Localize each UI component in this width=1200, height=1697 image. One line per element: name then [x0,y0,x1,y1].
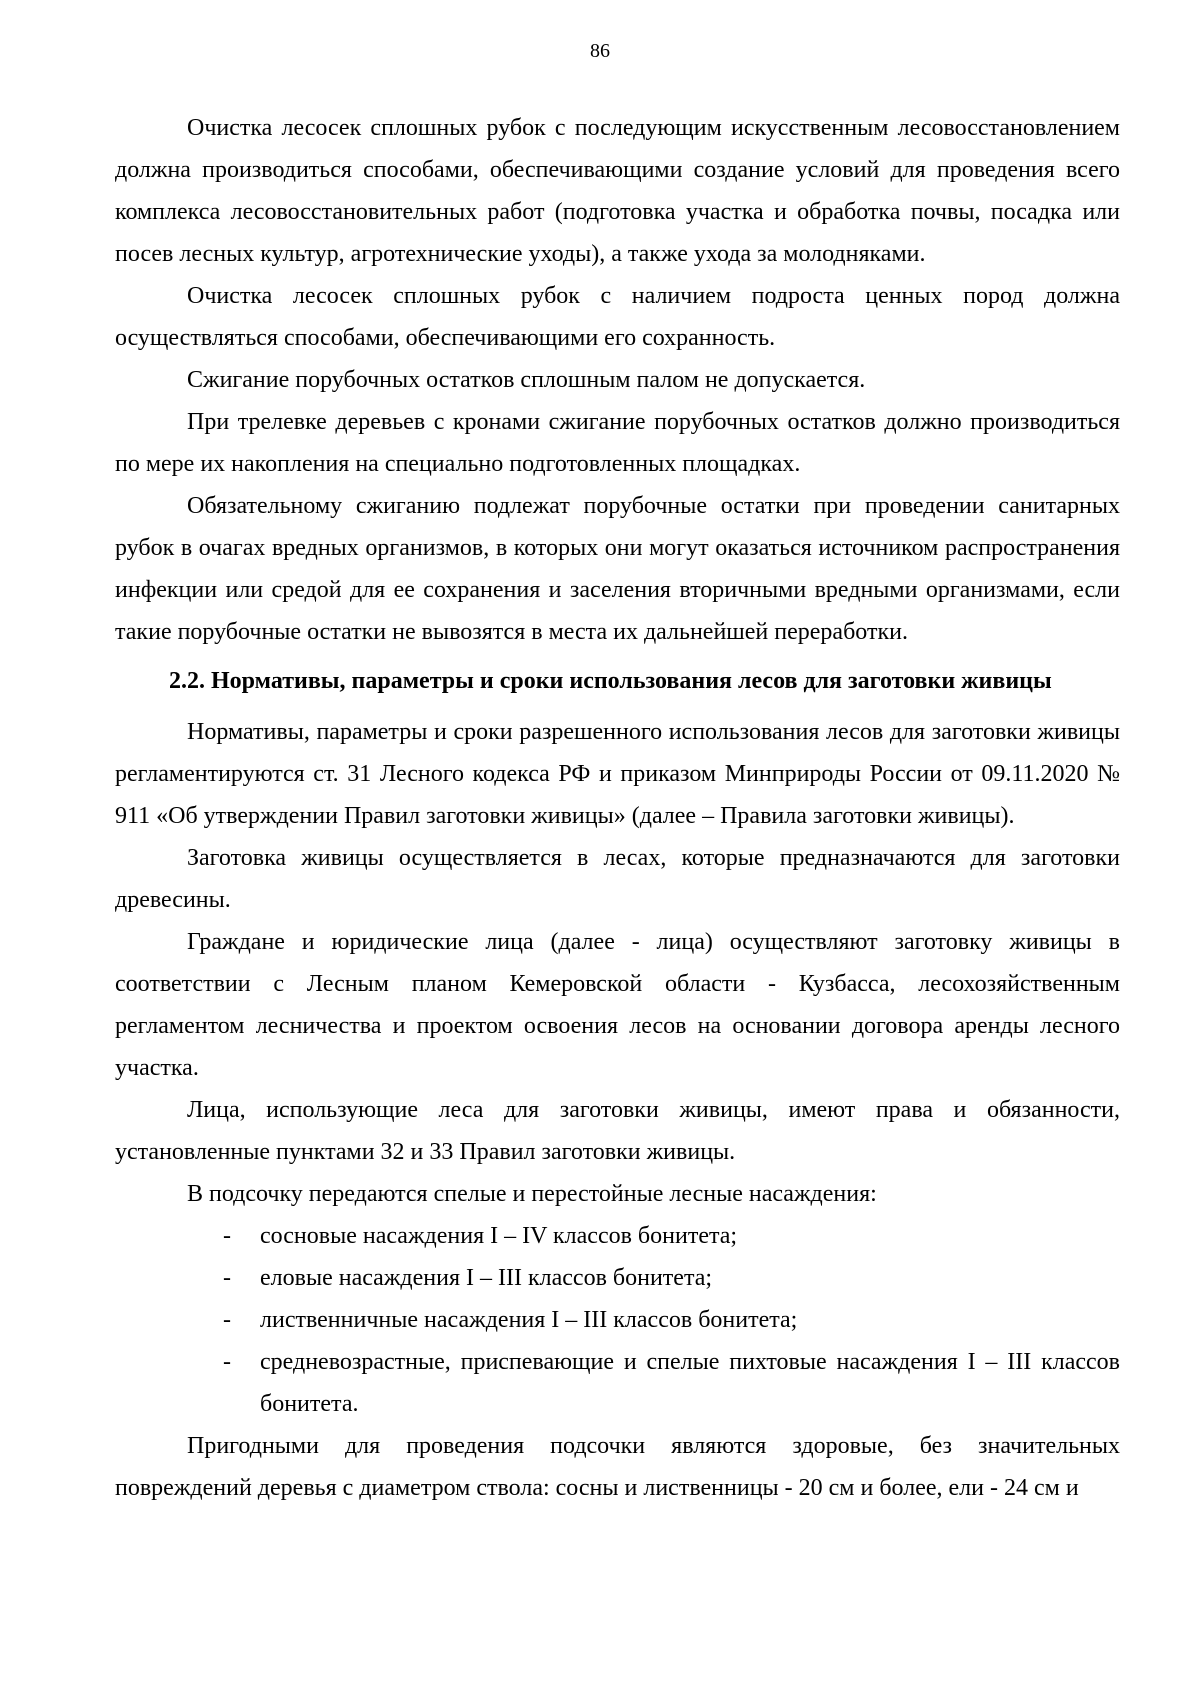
paragraph-resin-forests: Заготовка живицы осуществляется в лесах, которые предназначаются для заготовки древесины. [115,845,1120,913]
list-item-text: еловые насаждения I – III классов бонитета; [260,1265,713,1291]
paragraph-resin-persons: Граждане и юридические лица (далее - лица) осуществляют заготовку живицы в соответствии с Лесным планом Кемеровской области - Кузбасса, лесохозяйственным регламентом лесничества и проектом освоения лесов на основании договора аренды лесного участка. [115,929,1120,1081]
bullet-marker: - [223,1307,231,1333]
paragraph-tapping-stands: В подсочку передаются спелые и перестойные лесные насаждения: [187,1181,877,1207]
bullet-marker: - [223,1265,231,1291]
paragraph-suitable-trees: Пригодными для проведения подсочки являются здоровые, без значительных повреждений деревья с диаметром ствола: сосны и лиственницы - 20 см и более, ели - 24 см и [115,1433,1120,1501]
list-item [115,1215,1120,1257]
bullet-marker: - [223,1349,231,1375]
paragraph-resin-rights: Лица, использующие леса для заготовки живицы, имеют права и обязанности, установленные пунктами 32 и 33 Правил заготовки живицы. [115,1097,1120,1165]
paragraph-burning-prohibited: Сжигание порубочных остатков сплошным палом не допускается. [187,367,866,393]
stand-list [115,1215,1120,1425]
paragraph-clearing-artificial-restoration: Очистка лесосек сплошных рубок с последующим искусственным лесовосстановлением должна производиться способами, обеспечивающими создание условий для проведения всего комплекса лесовосстановительных работ (подготовка участка и обработка почвы, посадка или посев лесных культур, агротехнические уходы), а также ухода за молодняками. [115,115,1120,267]
list-item [115,1341,1120,1425]
list-item-text: сосновые насаждения I – IV классов бонитета; [260,1223,738,1249]
paragraph-skidding-burning: При трелевке деревьев с кронами сжигание порубочных остатков должно производиться по мере их накопления на специально подготовленных площадках. [115,409,1120,477]
paragraph-clearing-undergrowth: Очистка лесосек сплошных рубок с наличием подроста ценных пород должна осуществляться способами, обеспечивающими его сохранность. [115,283,1120,351]
bullet-marker: - [223,1223,231,1249]
list-item [115,1299,1120,1341]
paragraph-mandatory-burning: Обязательному сжиганию подлежат порубочные остатки при проведении санитарных рубок в очагах вредных организмов, в которых они могут оказаться источником распространения инфекции или средой для ее сохранения и заселения вторичными вредными организмами, если такие порубочные остатки не вывозятся в места их дальнейшей переработки. [115,493,1120,645]
document-body [115,107,1120,1509]
paragraph-resin-regulations: Нормативы, параметры и сроки разрешенного использования лесов для заготовки живицы регламентируются ст. 31 Лесного кодекса РФ и приказом Минприроды России от 09.11.2020 № 911 «Об утверждении Правил заготовки живицы» (далее – Правила заготовки живицы). [115,719,1120,829]
list-item-text: лиственничные насаждения I – III классов бонитета; [260,1307,798,1333]
list-item [115,1257,1120,1299]
page-number: 86 [590,40,610,62]
section-heading: 2.2. Нормативы, параметры и сроки использования лесов для заготовки живицы [169,668,1052,694]
list-item-text: средневозрастные, приспевающие и спелые пихтовые насаждения I – III классов бонитета. [260,1349,1120,1417]
